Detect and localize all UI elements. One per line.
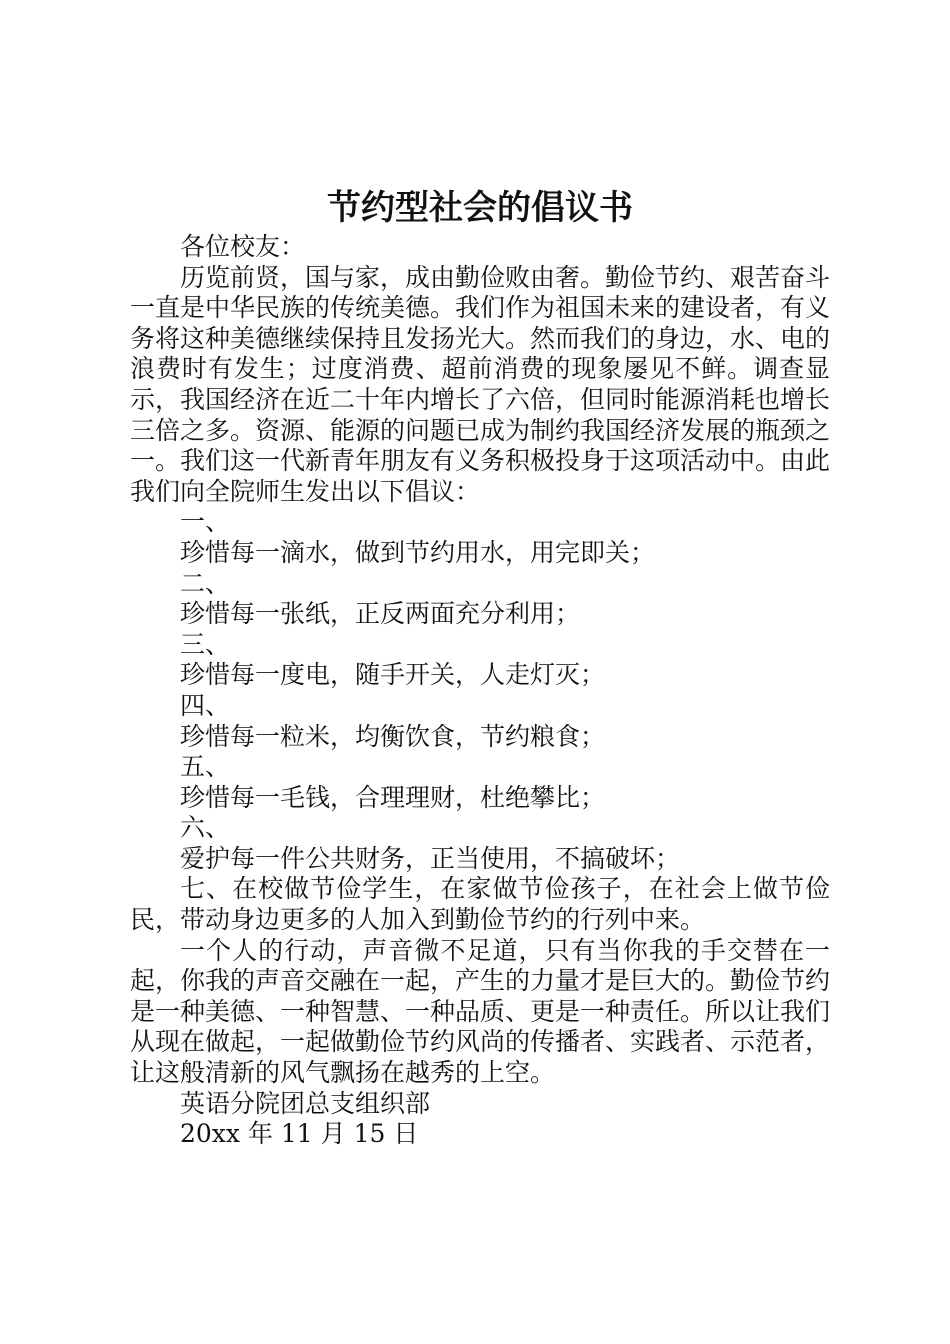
proposal-number: 三、 [180, 629, 231, 659]
document-page [130, 186, 830, 1150]
proposal-text: 珍惜每一度电，随手开关，人走灯灭； [180, 660, 606, 690]
seventh-proposal-paragraph: 七、在校做节俭学生，在家做节俭孩子，在社会上做节俭民，带动身边更多的人加入到勤俭节约的行列中来。 [130, 874, 830, 935]
document-title: 节约型社会的倡议书 [327, 188, 633, 228]
proposal-number: 六、 [180, 813, 231, 843]
closing-paragraph: 一个人的行动，声音微不足道，只有当你我的手交替在一起，你我的声音交融在一起，产生的力量才是巨大的。勤俭节约是一种美德、一种智慧、一种品质、更是一种责任。所以让我们从现在做起，一起做勤俭节约风尚的传播者、实践者、示范者，让这般清新的风气飘扬在越秀的上空。 [130, 935, 831, 1088]
proposal-number: 一、 [180, 507, 231, 537]
proposal-text: 珍惜每一张纸，正反两面充分利用； [180, 599, 581, 629]
proposal-text: 爱护每一件公共财务，正当使用，不搞破坏； [180, 843, 681, 873]
salutation: 各位校友： [180, 232, 306, 261]
proposal-text: 珍惜每一毛钱，合理理财，杜绝攀比； [180, 782, 606, 812]
proposal-number: 四、 [180, 690, 231, 720]
intro-paragraph: 历览前贤，国与家，成由勤俭败由奢。勤俭节约、艰苦奋斗一直是中华民族的传统美德。我们作为祖国未来的建设者，有义务将这种美德继续保持且发扬光大。然而我们的身边，水、电的浪费时有发生；过度消费、超前消费的现象屡见不鲜。调查显示，我国经济在近二十年内增长了六倍，但同时能源消耗也增长三倍之多。资源、能源的问题已成为制约我国经济发展的瓶颈之一。我们这一代新青年朋友有义务积极投身于这项活动中。由此我们向全院师生发出以下倡议： [130, 262, 831, 506]
proposal-number: 二、 [180, 568, 231, 598]
proposal-text: 珍惜每一粒米，均衡饮食，节约粮食； [180, 721, 606, 751]
proposal-number: 五、 [180, 752, 231, 782]
signature: 英语分院团总支组织部 [180, 1088, 431, 1118]
proposal-text: 珍惜每一滴水，做到节约用水，用完即关； [180, 537, 656, 567]
date: 20xx 年 11 月 15 日 [180, 1119, 419, 1149]
